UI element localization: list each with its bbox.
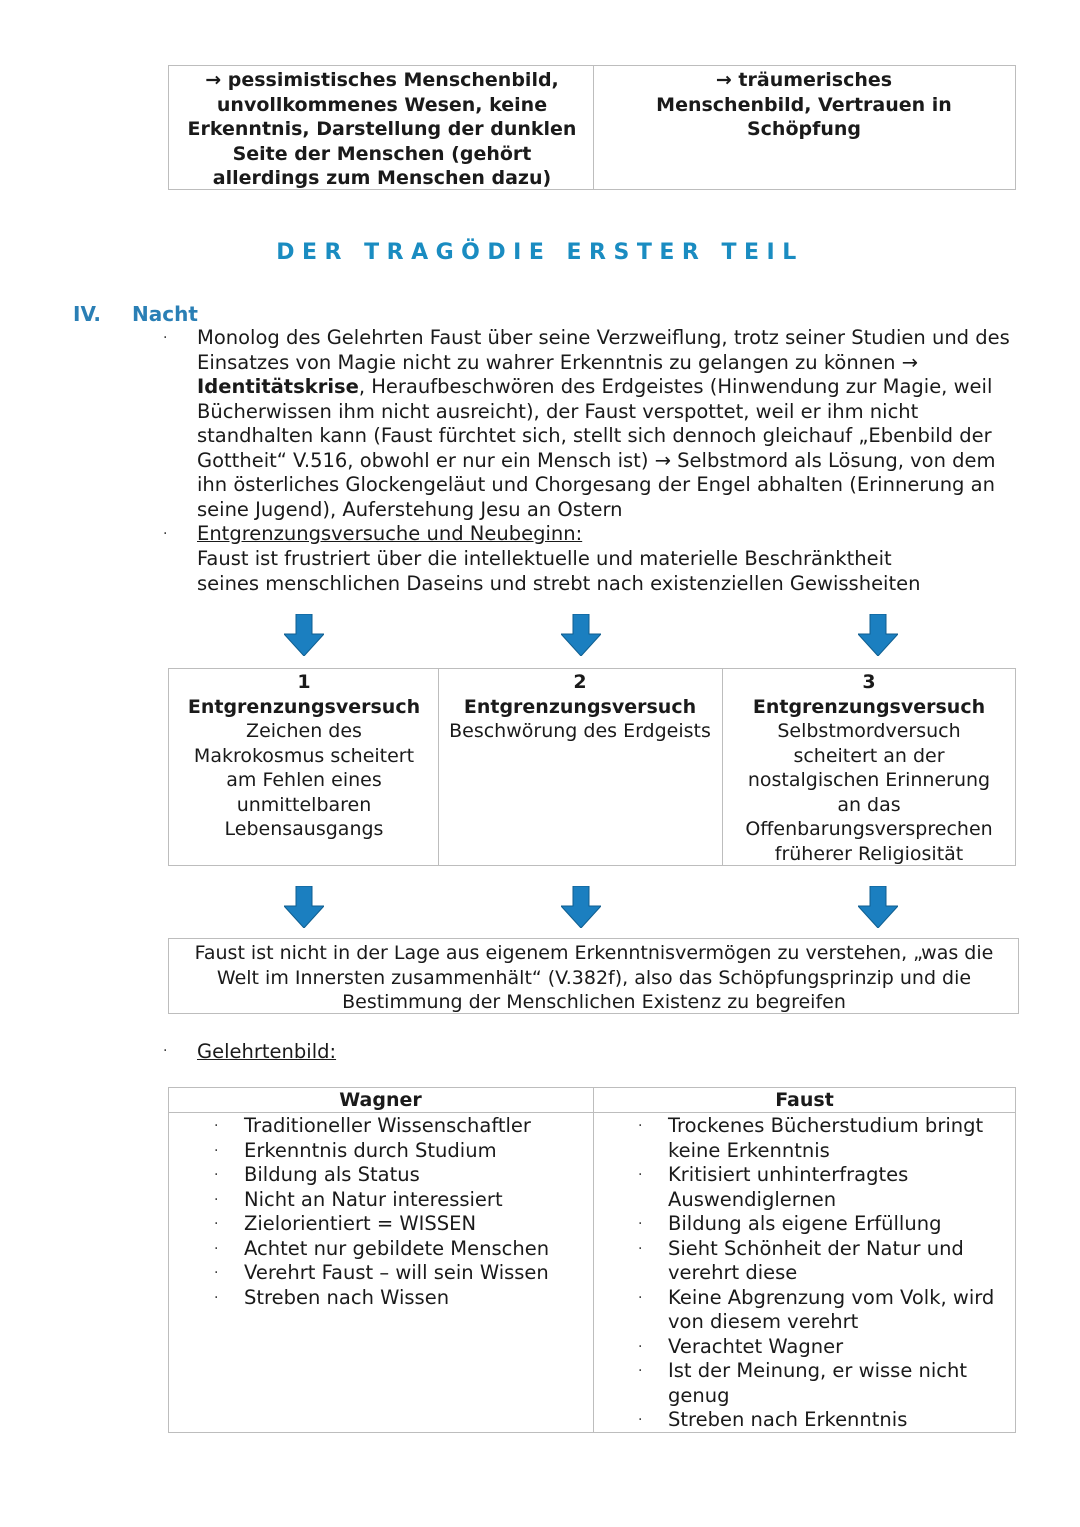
list-item: · Bildung als eigene Erfüllung bbox=[638, 1212, 942, 1235]
down-arrow-icon bbox=[561, 614, 601, 656]
attempts-divider-1 bbox=[438, 668, 439, 866]
section-title: Nacht bbox=[132, 302, 198, 326]
down-arrow-icon bbox=[284, 886, 324, 928]
attempt-text: Selbstmordversuch scheitert an der nostalgischen Erinnerung an das Offenbarungsversprechen früherer Religiosität bbox=[745, 720, 993, 865]
faust-header: Faust bbox=[775, 1089, 834, 1111]
bullet-dot: · bbox=[163, 330, 168, 346]
attempt-number: 1 bbox=[297, 671, 311, 693]
monolog-text-a: Monolog des Gelehrten Faust über seine Verzweiflung, trotz seiner Studien und des Einsatzes von Magie nicht zu wahrer Erkenntnis zu gelangen zu können → bbox=[197, 326, 1010, 374]
down-arrow-icon bbox=[858, 614, 898, 656]
section-number: IV. bbox=[73, 302, 101, 326]
attempt-text: Zeichen des Makrokosmus scheitert am Fehlen eines unmittelbaren Lebensausgangs bbox=[193, 720, 415, 840]
main-title: DER TRAGÖDIE ERSTER TEIL bbox=[276, 240, 804, 265]
faust-list bbox=[638, 1114, 1003, 1433]
list-item: · Verachtet Wagner bbox=[638, 1334, 844, 1358]
attempt-1-cell bbox=[178, 670, 430, 842]
entgrenzung-text: Faust ist frustriert über die intellektuelle und materielle Beschränktheit seines menschlichen Daseins und strebt nach existenziellen Gewissheiten bbox=[197, 547, 921, 595]
list-item: · Keine Abgrenzung vom Volk, wird von diesem verehrt bbox=[638, 1285, 995, 1333]
attempt-2-cell bbox=[441, 670, 719, 744]
down-arrow-icon bbox=[858, 886, 898, 928]
monolog-paragraph bbox=[197, 326, 1027, 522]
conclusion-text: Faust ist nicht in der Lage aus eigenem Erkenntnisvermögen zu verstehen, „was die Welt im Innersten zusammenhält“ (V.382f), also das Schöpfungsprinzip und die Bestimmung der Menschlichen Existenz zu begreifen bbox=[194, 942, 994, 1013]
attempt-number: 3 bbox=[862, 671, 876, 693]
list-item: · Erkenntnis durch Studium bbox=[214, 1138, 497, 1162]
list-item: · Achtet nur gebildete Menschen bbox=[214, 1236, 550, 1260]
attempt-text: Beschwörung des Erdgeists bbox=[449, 720, 711, 742]
list-item: · Kritisiert unhinterfragtes Auswendiglernen bbox=[638, 1163, 909, 1211]
down-arrow-icon bbox=[561, 886, 601, 928]
attempt-heading: Entgrenzungsversuch bbox=[463, 695, 697, 718]
attempt-3-cell bbox=[728, 670, 1010, 866]
attempt-number: 2 bbox=[573, 671, 587, 693]
list-item: · Ist der Meinung, er wisse nicht genug bbox=[638, 1359, 968, 1407]
wagner-header: Wagner bbox=[339, 1089, 422, 1111]
list-item: · Bildung als Status bbox=[214, 1163, 420, 1186]
wagner-list bbox=[214, 1114, 584, 1310]
attempts-divider-2 bbox=[722, 668, 723, 866]
top-table-right-cell: → träumerisches Menschenbild, Vertrauen in Schöpfung bbox=[656, 69, 952, 140]
attempt-heading: Entgrenzungsversuch bbox=[187, 695, 421, 718]
bullet-dot: · bbox=[163, 1043, 168, 1059]
list-item: · Verehrt Faust – will sein Wissen bbox=[214, 1261, 549, 1284]
down-arrow-icon bbox=[284, 614, 324, 656]
list-item: · Trockenes Bücherstudium bringt keine Erkenntnis bbox=[638, 1114, 984, 1162]
list-item: · Sieht Schönheit der Natur und verehrt diese bbox=[638, 1236, 964, 1284]
top-table-divider bbox=[593, 65, 594, 190]
top-table-left-cell: → pessimistisches Menschenbild, unvollkommenes Wesen, keine Erkenntnis, Darstellung der dunklen Seite der Menschen (gehört allerdings zum Menschen dazu) bbox=[187, 69, 577, 189]
list-item: · Nicht an Natur interessiert bbox=[214, 1187, 503, 1211]
identity-crisis-term: Identitätskrise bbox=[197, 375, 359, 398]
list-item: · Streben nach Erkenntnis bbox=[638, 1408, 908, 1431]
comparison-divider bbox=[593, 1087, 594, 1433]
bullet-dot: · bbox=[163, 526, 168, 542]
entgrenzung-heading: Entgrenzungsversuche und Neubeginn: bbox=[197, 522, 583, 545]
gelehrtenbild-heading: Gelehrtenbild: bbox=[197, 1040, 337, 1063]
list-item: · Zielorientiert = WISSEN bbox=[214, 1212, 477, 1235]
list-item: · Traditioneller Wissenschaftler bbox=[214, 1114, 531, 1137]
monolog-text-b: , Heraufbeschwören des Erdgeistes (Hinwendung zur Magie, weil Bücherwissen ihm nicht ausreicht), der Faust verspottet, weil er ihm nicht standhalten kann (Faust fürchtet sich, stellt sich dennoch gleichauf „Ebenbild der Gottheit“ V.516, obwohl er nur ein Mensch ist) → Selbstmord als Lösung, von dem ihn österliches Glockengeläut und Chorgesang der Engel abhalten (Erinnerung an seine Jugend), Auferstehung Jesu an Ostern bbox=[197, 375, 996, 521]
attempt-heading: Entgrenzungsversuch bbox=[752, 695, 986, 718]
list-item: · Streben nach Wissen bbox=[214, 1285, 450, 1309]
